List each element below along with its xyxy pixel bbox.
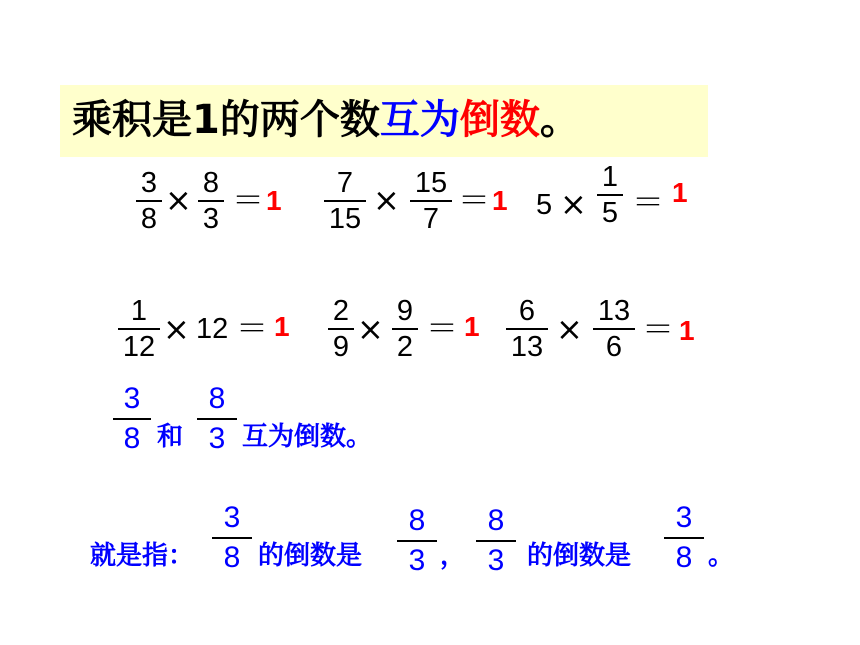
fraction: 3 8 <box>664 502 704 574</box>
period: 。 <box>708 541 735 571</box>
equals-sign: ＝ <box>642 310 675 348</box>
explanation-lead: 就是指： <box>90 541 195 571</box>
title-part1: 乘积是1的两个数 <box>72 97 380 143</box>
result: 1 <box>492 185 508 216</box>
integer: 5 <box>536 189 553 221</box>
comma: ， <box>440 541 467 571</box>
equals-sign: ＝ <box>426 309 459 347</box>
result: 1 <box>679 315 695 346</box>
equals-sign: ＝ <box>236 309 269 347</box>
title-part4: 。 <box>539 97 580 143</box>
times-sign: × <box>373 181 400 219</box>
fraction: 8 3 <box>197 383 237 455</box>
result: 1 <box>672 177 688 208</box>
fraction: 8 3 <box>397 505 437 577</box>
times-sign: × <box>165 181 192 219</box>
fraction: 3 8 <box>212 502 252 574</box>
explanation-mid1: 的倒数是 <box>258 541 363 571</box>
title-part2: 互为 <box>379 97 460 143</box>
times-sign: × <box>163 310 190 348</box>
result: 1 <box>274 311 290 342</box>
fraction: 7 15 <box>324 168 366 234</box>
statement-tail: 互为倒数。 <box>242 422 373 452</box>
explanation-mid2: 的倒数是 <box>527 541 632 571</box>
title-part3: 倒数 <box>459 97 540 143</box>
fraction: 1 5 <box>597 162 623 228</box>
fraction: 6 13 <box>506 296 548 362</box>
fraction: 13 6 <box>593 296 635 362</box>
times-sign: × <box>560 185 587 223</box>
title <box>72 94 580 146</box>
fraction: 2 9 <box>328 296 354 362</box>
equals-sign: ＝ <box>458 181 491 219</box>
result: 1 <box>464 311 480 342</box>
fraction: 15 7 <box>410 168 452 234</box>
fraction: 8 3 <box>198 168 224 234</box>
fraction: 8 3 <box>476 505 516 577</box>
integer: 12 <box>196 313 229 345</box>
fraction: 9 2 <box>392 296 418 362</box>
times-sign: × <box>556 310 583 348</box>
fraction: 3 8 <box>113 383 151 455</box>
and-text: 和 <box>157 422 184 452</box>
fraction: 3 8 <box>136 168 162 234</box>
times-sign: × <box>357 310 384 348</box>
equals-sign: ＝ <box>632 183 665 221</box>
equals-sign: ＝ <box>232 181 265 219</box>
fraction: 1 12 <box>118 296 160 362</box>
result: 1 <box>266 185 282 216</box>
